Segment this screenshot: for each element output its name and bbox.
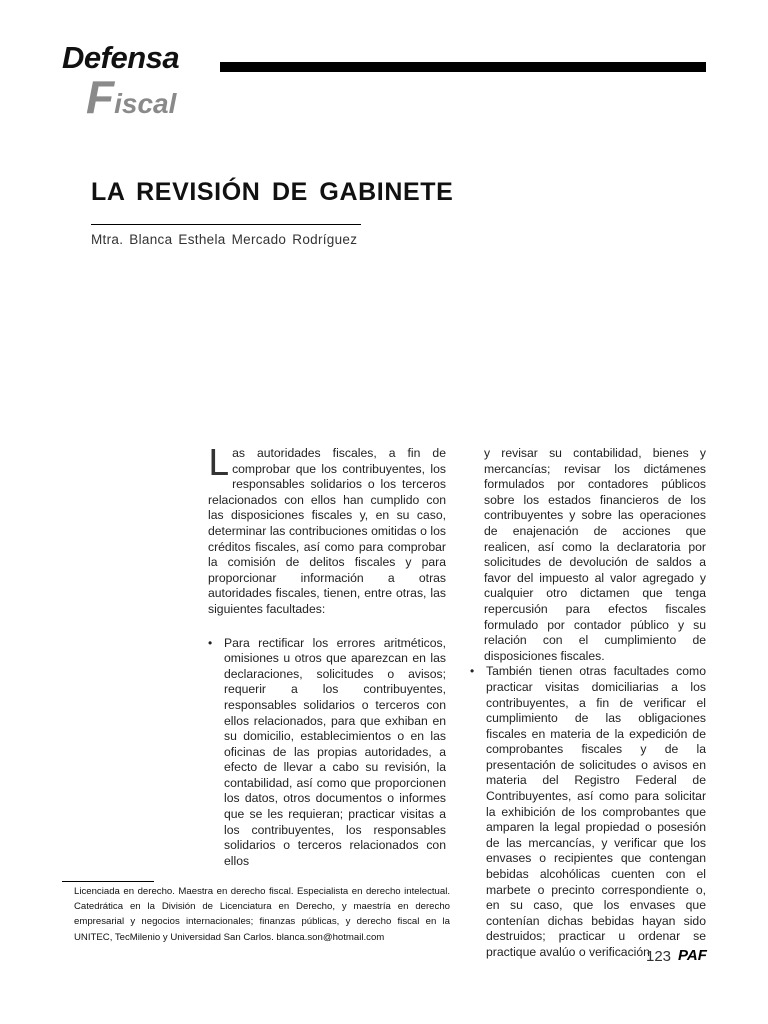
column-left: [208, 443, 446, 869]
list-item: [208, 636, 446, 870]
facultades-list: [208, 636, 446, 870]
logo-fiscal-initial: F: [86, 71, 115, 123]
header-rule: [220, 62, 706, 72]
article-author: Mtra. Blanca Esthela Mercado Rodríguez: [91, 232, 358, 247]
column-right: [470, 446, 706, 961]
list-item: [470, 664, 706, 960]
article-title: LA REVISIÓN DE GABINETE: [91, 178, 454, 206]
footnote-rule: [62, 881, 154, 882]
drop-cap: L: [208, 443, 229, 484]
intro-text: as autoridades fiscales, a fin de comprobar que los contribuyentes, los responsables solidarios o los terceros relacionados con ellos han cumplido con las disposiciones fiscales y, en su caso, determinar las contribuciones omitidas o los créditos fiscales, así como para comprobar la comisión de delitos fiscales y para proporcionar información a otras autoridades fiscales, tienen, entre otras, las siguientes facultades:: [208, 446, 446, 616]
list-item-continuation: y revisar su contabilidad, bienes y mercancías; revisar los dictámenes formulados por contadores públicos sobre los estados financieros de los contribuyentes y sobre las operaciones de enajenación de acciones que realicen, así como la declaratoria por solicitudes de devolución de saldos a favor del impuesto al valor agregado y cualquier otro dictamen que tenga repercusión para efectos fiscales formulado por contador público y su relación con el cumplimiento de disposiciones fiscales.: [484, 446, 706, 663]
title-rule: [91, 224, 361, 225]
intro-paragraph: [208, 443, 446, 618]
logo-fiscal: [86, 70, 176, 124]
list-item-text: Para rectificar los errores aritméticos, omisiones u otros que aparezcan en las declaraciones, solicitudes o avisos; requerir a los contribuyentes, responsables solidarios o terceros con ellos relacionados, para que exhiban en su domicilio, establecimientos o en las oficinas de las propias autoridades, a efecto de llevar a cabo su revisión, la contabilidad, así como que proporcionen los datos, otros documentos o informes que se les requieran; practicar visitas a los contribuyentes, los responsables solidarios o terceros relacionados con ellos: [224, 635, 446, 868]
publication-logo: PAF: [678, 947, 707, 964]
author-footnote: Licenciada en derecho. Maestra en derecho fiscal. Especialista en derecho intelectual. Catedrática en la División de Licenciatura en Derecho, y maestría en derecho empresarial y negocios internacionales; finanzas públicas, y derecho fiscal en la UNITEC, TecMilenio y Universidad San Carlos. blanca.son@hotmail.com: [74, 886, 450, 943]
facultades-list-continued: [470, 664, 706, 960]
page-number: 123: [646, 948, 672, 965]
list-item-text: También tienen otras facultades como practicar visitas domiciliarias a los contribuyentes, a fin de verificar el cumplimiento de las obligaciones fiscales en materia de la expedición de comprobantes fiscales y de la presentación de solicitudes o avisos en materia del Registro Federal de Contribuyentes, así como para solicitar la exhibición de los comprobantes que amparen la legal propiedad o posesión de las mercancías, y verificar que los envases o recipientes que contengan bebidas alcohólicas cuenten con el marbete o precinto correspondiente o, en su caso, que los envases que contenían dichas bebidas hayan sido destruidos; practicar u ordenar se practique avalúo o verificación: [486, 664, 706, 959]
logo-fiscal-rest: iscal: [114, 88, 177, 119]
logo-defensa: Defensa: [62, 40, 180, 75]
